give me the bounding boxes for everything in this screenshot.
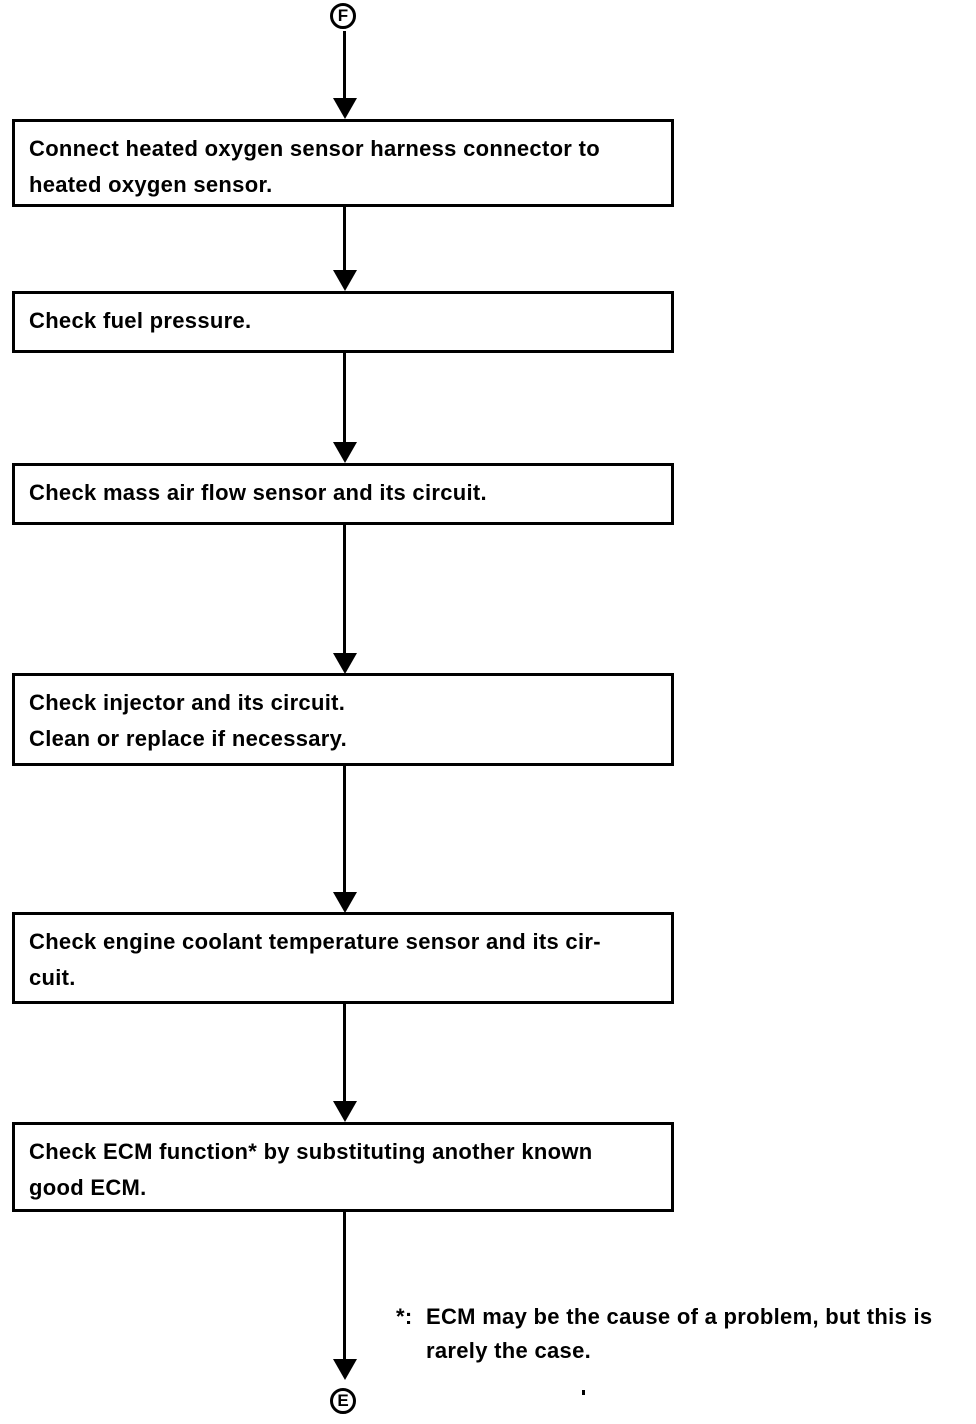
arrow-down-icon bbox=[333, 442, 357, 463]
step-box-injector bbox=[12, 673, 674, 766]
arrow-down-icon bbox=[333, 892, 357, 913]
arrow-down-icon bbox=[333, 1359, 357, 1380]
step-text: Check ECM function* by substituting another known bbox=[29, 1139, 593, 1164]
footnote-marker: *: bbox=[396, 1304, 413, 1329]
step-text: Check fuel pressure. bbox=[29, 308, 252, 333]
flow-line bbox=[343, 1212, 346, 1360]
arrow-down-icon bbox=[333, 270, 357, 291]
step-text: Clean or replace if necessary. bbox=[29, 726, 347, 751]
flow-line bbox=[343, 1004, 346, 1102]
scan-artifact-dot bbox=[582, 1390, 585, 1395]
step-box-maf-sensor bbox=[12, 463, 674, 525]
footnote-line: ECM may be the cause of a problem, but this is bbox=[426, 1304, 933, 1329]
arrow-down-icon bbox=[333, 98, 357, 119]
step-box-coolant-temp-sensor bbox=[12, 912, 674, 1004]
step-box-fuel-pressure bbox=[12, 291, 674, 353]
flow-connector-e bbox=[330, 1388, 356, 1414]
flow-line bbox=[343, 31, 346, 99]
step-text: Connect heated oxygen sensor harness connector to bbox=[29, 136, 600, 161]
step-text: heated oxygen sensor. bbox=[29, 172, 273, 197]
flow-line bbox=[343, 353, 346, 443]
step-text: Check mass air flow sensor and its circuit. bbox=[29, 480, 487, 505]
step-box-connect-o2-sensor bbox=[12, 119, 674, 207]
step-text: Check engine coolant temperature sensor and its cir- bbox=[29, 929, 601, 954]
footnote bbox=[396, 1300, 932, 1368]
arrow-down-icon bbox=[333, 653, 357, 674]
flow-line bbox=[343, 766, 346, 893]
flow-line bbox=[343, 525, 346, 654]
flow-line bbox=[343, 207, 346, 271]
step-text: Check injector and its circuit. bbox=[29, 690, 346, 715]
footnote-line: rarely the case. bbox=[426, 1338, 592, 1363]
arrow-down-icon bbox=[333, 1101, 357, 1122]
flow-connector-e-label: E bbox=[337, 1391, 349, 1410]
step-box-ecm-function bbox=[12, 1122, 674, 1212]
flow-connector-f bbox=[330, 3, 356, 29]
footnote-text bbox=[426, 1300, 932, 1368]
step-text: good ECM. bbox=[29, 1175, 147, 1200]
flow-connector-f-label: F bbox=[337, 6, 349, 25]
step-text: cuit. bbox=[29, 965, 76, 990]
